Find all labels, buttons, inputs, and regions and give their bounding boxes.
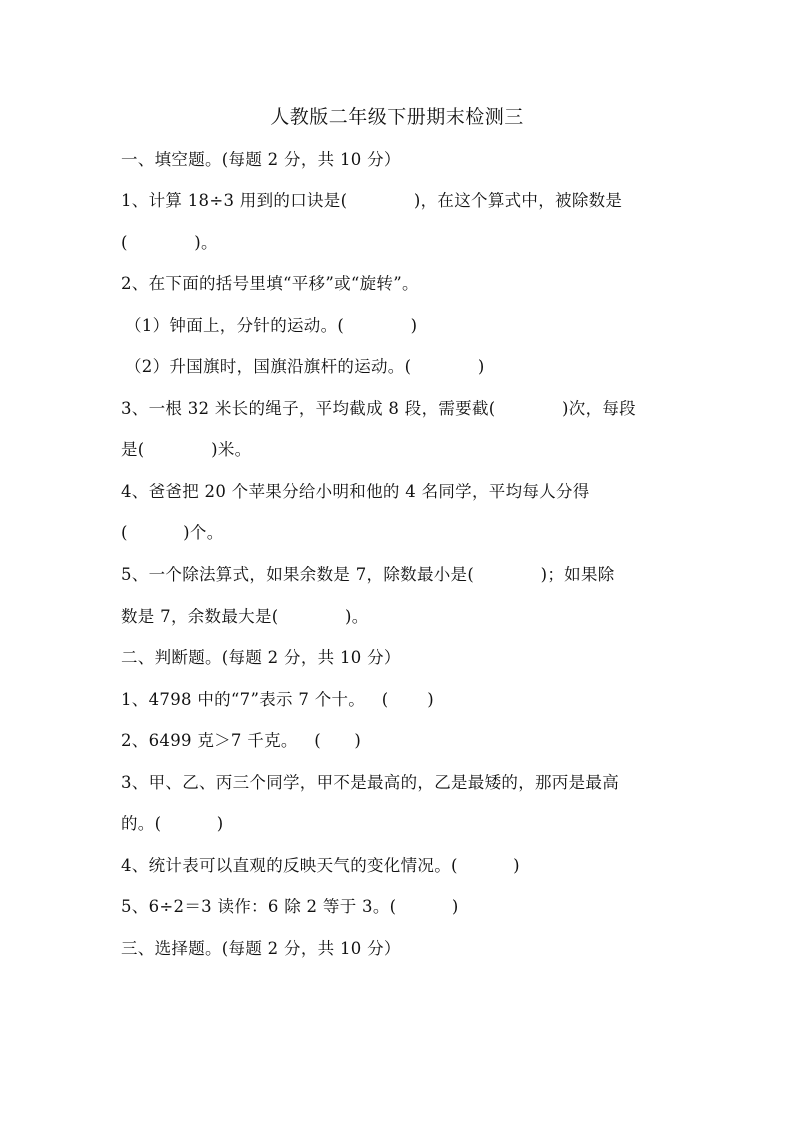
section-heading-multiple-choice: 三、选择题。(每题 2 分，共 10 分） — [121, 939, 401, 958]
question-4-line-1: 4、爸爸把 20 个苹果分给小明和他的 4 名同学，平均每人分得 — [121, 482, 590, 501]
section-heading-true-false: 二、判断题。(每题 2 分，共 10 分） — [121, 648, 401, 667]
question-4-line-2: ( )个。 — [121, 523, 224, 542]
judge-question-3-line-1: 3、甲、乙、丙三个同学，甲不是最高的，乙是最矮的，那丙是最高 — [121, 773, 619, 792]
question-5-line-1: 5、一个除法算式，如果余数是 7，除数最小是( )；如果除 — [121, 565, 615, 584]
judge-question-4: 4、统计表可以直观的反映天气的变化情况。( ) — [121, 856, 520, 875]
question-5-line-2: 数是 7，余数最大是( )。 — [121, 607, 369, 626]
question-1-line-1: 1、计算 18÷3 用到的口诀是( )，在这个算式中，被除数是 — [121, 191, 623, 210]
page-title: 人教版二年级下册期末检测三 — [270, 106, 524, 128]
question-1-line-2: ( )。 — [121, 233, 218, 252]
judge-question-5: 5、6÷2＝3 读作：6 除 2 等于 3。( ) — [121, 897, 459, 916]
question-2-part-1: （1）钟面上，分针的运动。( ) — [125, 316, 418, 335]
section-heading-fill-in: 一、填空题。(每题 2 分，共 10 分） — [121, 150, 401, 169]
judge-question-3-line-2: 的。( ) — [121, 814, 224, 833]
question-3-line-1: 3、一根 32 米长的绳子，平均截成 8 段，需要截( )次，每段 — [121, 399, 636, 418]
question-2-prompt: 2、在下面的括号里填“平移”或“旋转”。 — [121, 274, 419, 293]
judge-question-2: 2、6499 克＞7 千克。 ( ) — [121, 731, 362, 750]
question-2-part-2: （2）升国旗时，国旗沿旗杆的运动。( ) — [125, 357, 485, 376]
question-3-line-2: 是( )米。 — [121, 440, 252, 459]
judge-question-1: 1、4798 中的“7”表示 7 个十。 ( ) — [121, 690, 435, 709]
